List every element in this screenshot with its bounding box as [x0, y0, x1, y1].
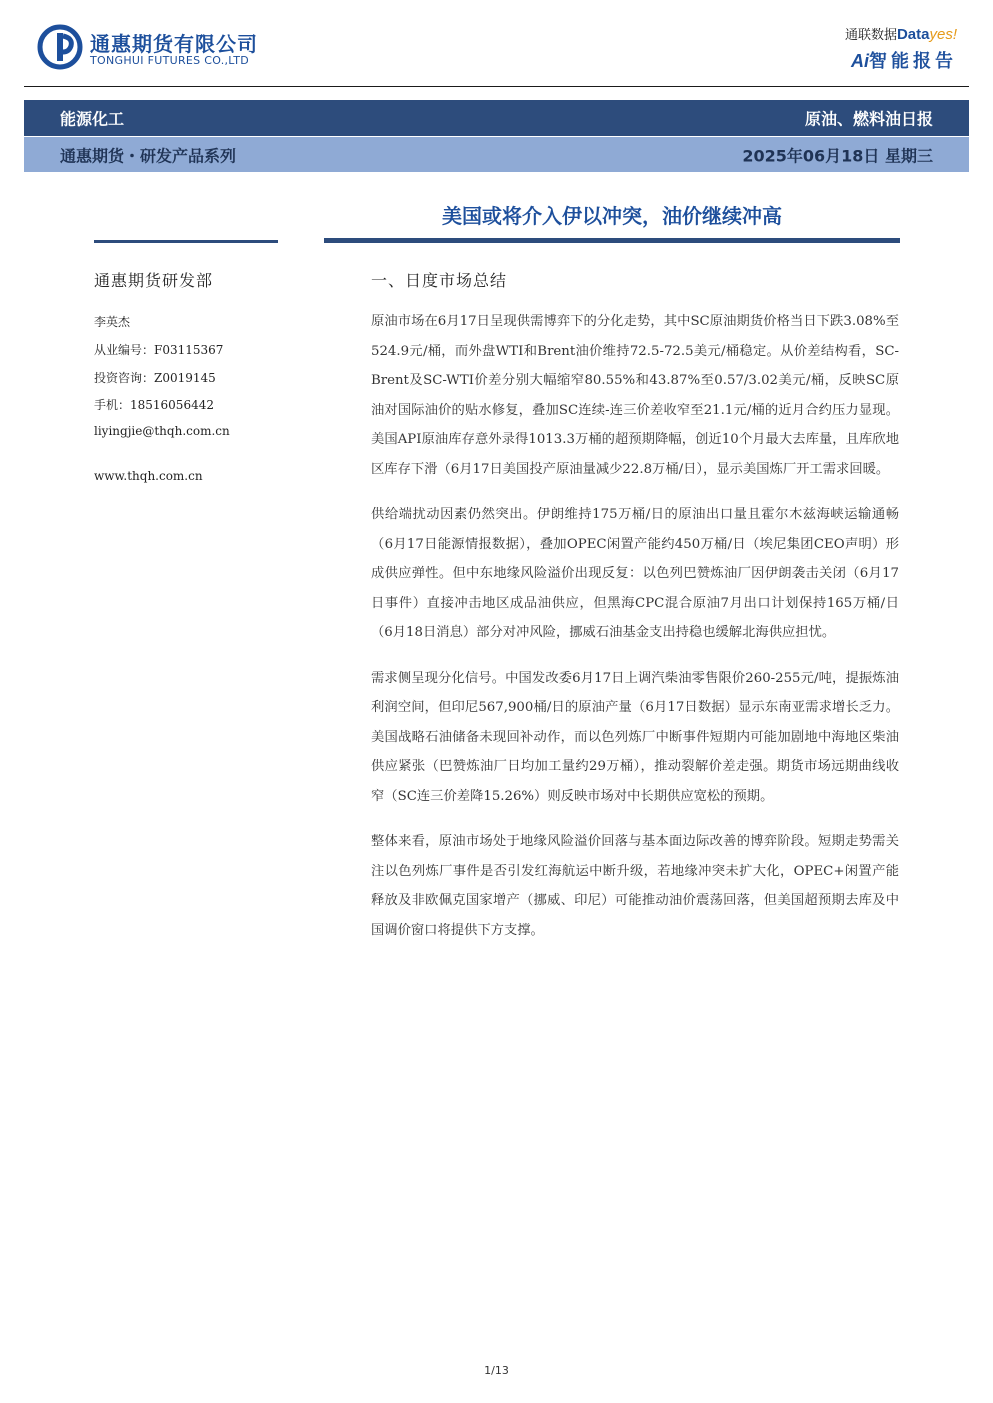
datayes-yes: yes! [929, 26, 957, 43]
paragraph-market-overview: 原油市场在6月17日呈现供需博弈下的分化走势，其中SC原油期货价格当日下跌3.08%至524.9元/桶，而外盘WTI和Brent油价维持72.5-72.5美元/桶稳定。从价差结构看，SC-Brent及SC-WTI价差分别大幅缩窄80.55%和43.87%至0.57/3.02美元/桶，反映SC原油对国际油价的贴水修复，叠加SC连续-连三价差收窄至21.1元/桶的近月合约压力显现。美国API原油库存意外录得1013.3万桶的超预期降幅，创近10个月最大去库量，且库欣地区库存下滑（6月17日美国投产原油量减少22.8万桶/日），显示美国炼厂开工需求回暖。 [371, 314, 899, 477]
series-label: 通惠期货・研发产品系列 [60, 146, 237, 165]
page-number: 1/13 [484, 1364, 509, 1377]
report-type-label: 原油、燃料油日报 [804, 109, 933, 129]
section-body [371, 307, 899, 961]
website-link[interactable]: www.thqh.com.cn [94, 469, 203, 483]
advisory-number: 投资咨询：Z0019145 [94, 371, 216, 385]
paragraph-supply-side: 供给端扰动因素仍然突出。伊朗维持175万桶/日的原油出口量且霍尔木兹海峡运输通畅（6月17日能源情报数据），叠加OPEC闲置产能约450万桶/日（埃尼集团CEO声明）形成供应弹性。但中东地缘风险溢价出现反复：以色列巴赞炼油厂因伊朗袭击关闭（6月17日事件）直接冲击地区成品油供应，但黑海CPC混合原油7月出口计划保持165万桶/日（6月18日消息）部分对冲风险，挪威石油基金支出持稳也缓解北海供应担忧。 [371, 507, 899, 640]
company-logo-icon [37, 24, 83, 70]
sector-label: 能源化工 [60, 109, 125, 129]
analyst-name: 李英杰 [94, 315, 131, 329]
banner-primary [24, 100, 969, 136]
datayes-prefix: 通联数据 [844, 28, 897, 43]
report-date: 2025年06月18日 星期三 [742, 146, 933, 165]
datayes-logo [845, 24, 957, 43]
section-heading: 一、日度市场总结 [371, 271, 508, 290]
datayes-data: Data [896, 26, 930, 43]
ai-mark: Ai [851, 51, 869, 71]
paragraph-demand-side: 需求侧呈现分化信号。中国发改委6月17日上调汽柴油零售限价260-255元/吨，提振炼油利润空间，但印尼567,900桶/日的原油产量（6月17日数据）显示东南亚需求增长乏力。美国战略石油储备未现回补动作，而以色列炼厂中断事件短期内可能加剧地中海地区柴油供应紧张（巴赞炼油厂日均加工量约29万桶），推动裂解价差走强。期货市场远期曲线收窄（SC连三价差降15.26%）则反映市场对中长期供应宽松的预期。 [371, 670, 899, 804]
sidebar-rule [94, 240, 278, 243]
company-name-cn: 通惠期货有限公司 [90, 32, 258, 56]
practitioner-number: 从业编号：F03115367 [94, 343, 224, 357]
title-underline [324, 238, 900, 243]
ai-report-label [851, 47, 957, 73]
paragraph-outlook: 整体来看，原油市场处于地缘风险溢价回落与基本面边际改善的博弈阶段。短期走势需关注以色列炼厂事件是否引发红海航运中断升级，若地缘冲突未扩大化，OPEC+闲置产能释放及非欧佩克国家增产（挪威、印尼）可能推动油价震荡回落，但美国超预期去库及中国调价窗口将提供下方支撑。 [371, 834, 899, 938]
report-title: 美国或将介入伊以冲突，油价继续冲高 [442, 204, 782, 228]
company-name-en: TONGHUI FUTURES CO.,LTD [90, 54, 250, 67]
ai-report-text: 智能报告 [869, 51, 957, 72]
email-link[interactable]: liyingjie@thqh.com.cn [94, 424, 230, 438]
phone-number: 手机：18516056442 [94, 398, 214, 412]
department-name: 通惠期货研发部 [94, 271, 214, 290]
header-divider [24, 86, 969, 87]
banner-secondary [24, 137, 969, 172]
